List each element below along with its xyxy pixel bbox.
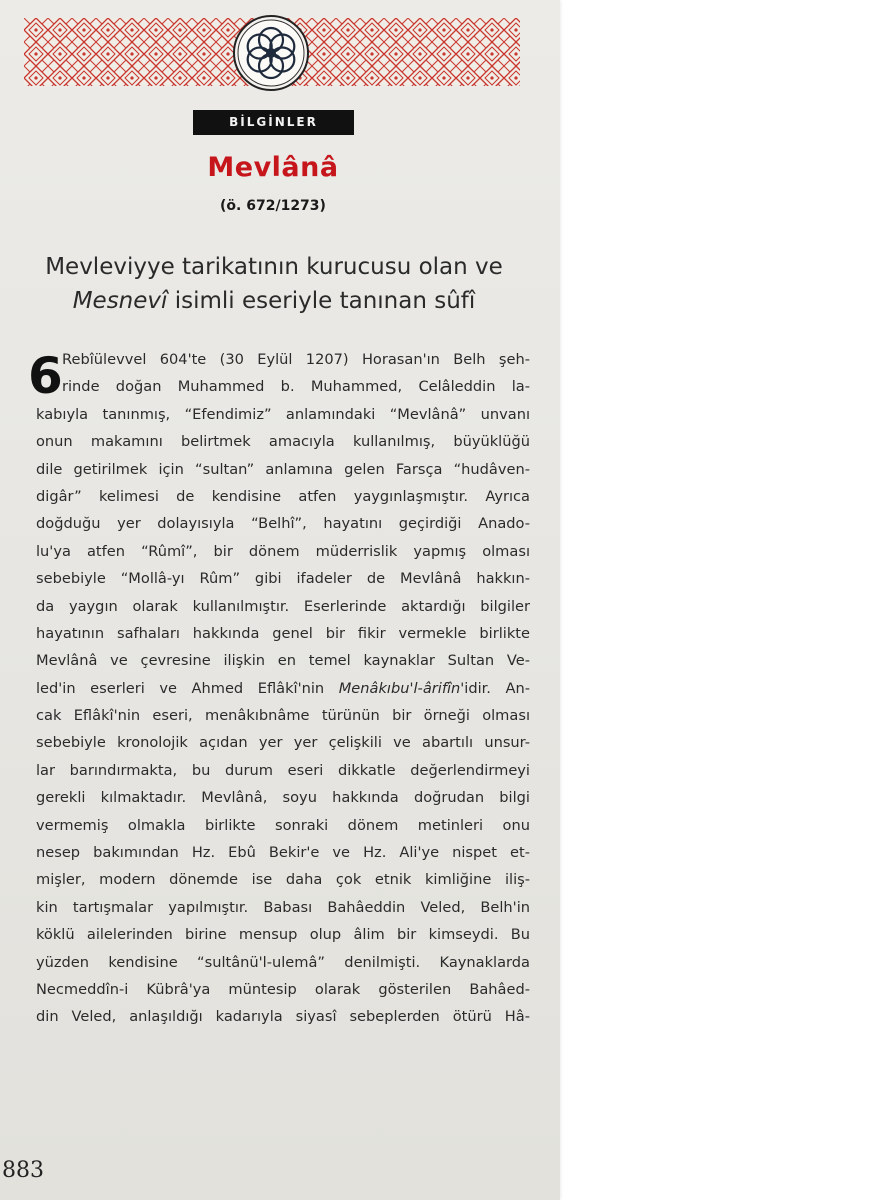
subtitle-line-1: Mevleviyye tarikatının kurucusu olan ve bbox=[45, 254, 503, 280]
section-label: BİLGİNLER bbox=[193, 110, 354, 135]
body-line: sebebiyle “Mollâ-yı Rûm” gibi ifadeler de Mevlânâ hakkın- bbox=[36, 570, 530, 588]
body-line-13-tail: 'idir. An- bbox=[460, 679, 530, 697]
body-line: lar barındırmakta, bu durum eseri dikkatle değerlendirmeyi bbox=[36, 761, 530, 779]
drop-cap: 6 bbox=[28, 347, 63, 405]
body-line: lu'ya atfen “Rûmî”, bir dönem müderrislik yapmış olması bbox=[36, 542, 530, 560]
rosette-medallion-icon bbox=[232, 14, 310, 92]
body-line: digâr” kelimesi de kendisine atfen yaygınlaşmıştır. Ayrıca bbox=[36, 487, 530, 505]
body-line-13-start: led'in eserleri ve Ahmed Eflâkî'nin bbox=[36, 679, 339, 697]
body-text bbox=[36, 346, 530, 1031]
body-line: din Veled, anlaşıldığı kadarıyla siyasî sebeplerden ötürü Hâ- bbox=[36, 1008, 530, 1026]
body-line: gerekli kılmaktadır. Mevlânâ, soyu hakkında doğrudan bilgi bbox=[36, 789, 530, 807]
body-line: vermemiş olmakla birlikte sonraki dönem metinleri onu bbox=[36, 816, 530, 834]
body-line: doğduğu yer dolayısıyla “Belhî”, hayatını geçirdiği Anado- bbox=[36, 515, 530, 533]
body-line: kabıyla tanınmış, “Efendimiz” anlamındaki “Mevlânâ” unvanı bbox=[36, 405, 530, 423]
body-line: Necmeddîn-i Kübrâ'ya müntesip olarak gösterilen Bahâed- bbox=[36, 980, 530, 998]
work-title-italic: Menâkıbu'l-ârifîn bbox=[338, 679, 461, 697]
body-line: da yaygın olarak kullanılmıştır. Eserlerinde aktardığı bilgiler bbox=[36, 597, 530, 615]
body-line: Rebîülevvel 604'te (30 Eylül 1207) Horasan'ın Belh şeh- bbox=[62, 351, 530, 368]
death-dates: (ö. 672/1273) bbox=[220, 198, 326, 214]
body-line: onun makamını belirtmek amacıyla kullanılmış, büyüklüğü bbox=[36, 433, 530, 451]
body-line: nesep bakımından Hz. Ebû Bekir'e ve Hz. Ali'ye nispet et- bbox=[36, 844, 530, 862]
body-line: rinde doğan Muhammed b. Muhammed, Celâleddin la- bbox=[62, 378, 530, 396]
body-line-with-italic bbox=[36, 675, 530, 702]
body-line: Mevlânâ ve çevresine ilişkin en temel kaynaklar Sultan Ve- bbox=[36, 652, 530, 670]
body-line: hayatının safhaları hakkında genel bir fikir vermekle birlikte bbox=[36, 624, 530, 642]
body-line: cak Eflâkî'nin eseri, menâkıbnâme türünün bir örneği olması bbox=[36, 707, 530, 725]
body-line: sebebiyle kronolojik açıdan yer yer çelişkili ve abartılı unsur- bbox=[36, 734, 530, 752]
subtitle-italic-work: Mesnevî bbox=[72, 288, 168, 314]
body-line: mişler, modern dönemde ise daha çok etnik kimliğine iliş- bbox=[36, 871, 530, 889]
body-line: dile getirilmek için “sultan” anlamına gelen Farsça “hudâven- bbox=[36, 460, 530, 478]
article-title: Mevlânâ bbox=[207, 152, 339, 183]
subtitle bbox=[14, 250, 534, 318]
body-line: köklü ailelerinden birine mensup olup âlim bir kimseydi. Bu bbox=[36, 926, 530, 944]
body-line: kin tartışmalar yapılmıştır. Babası Bahâeddin Veled, Belh'in bbox=[36, 898, 530, 916]
page-number: 883 bbox=[2, 1158, 44, 1183]
body-line: yüzden kendisine “sultânü'l-ulemâ” denilmişti. Kaynaklarda bbox=[36, 953, 530, 971]
subtitle-line-2-rest: isimli eseriyle tanınan sûfî bbox=[167, 288, 476, 314]
subtitle-line-2 bbox=[14, 284, 534, 318]
